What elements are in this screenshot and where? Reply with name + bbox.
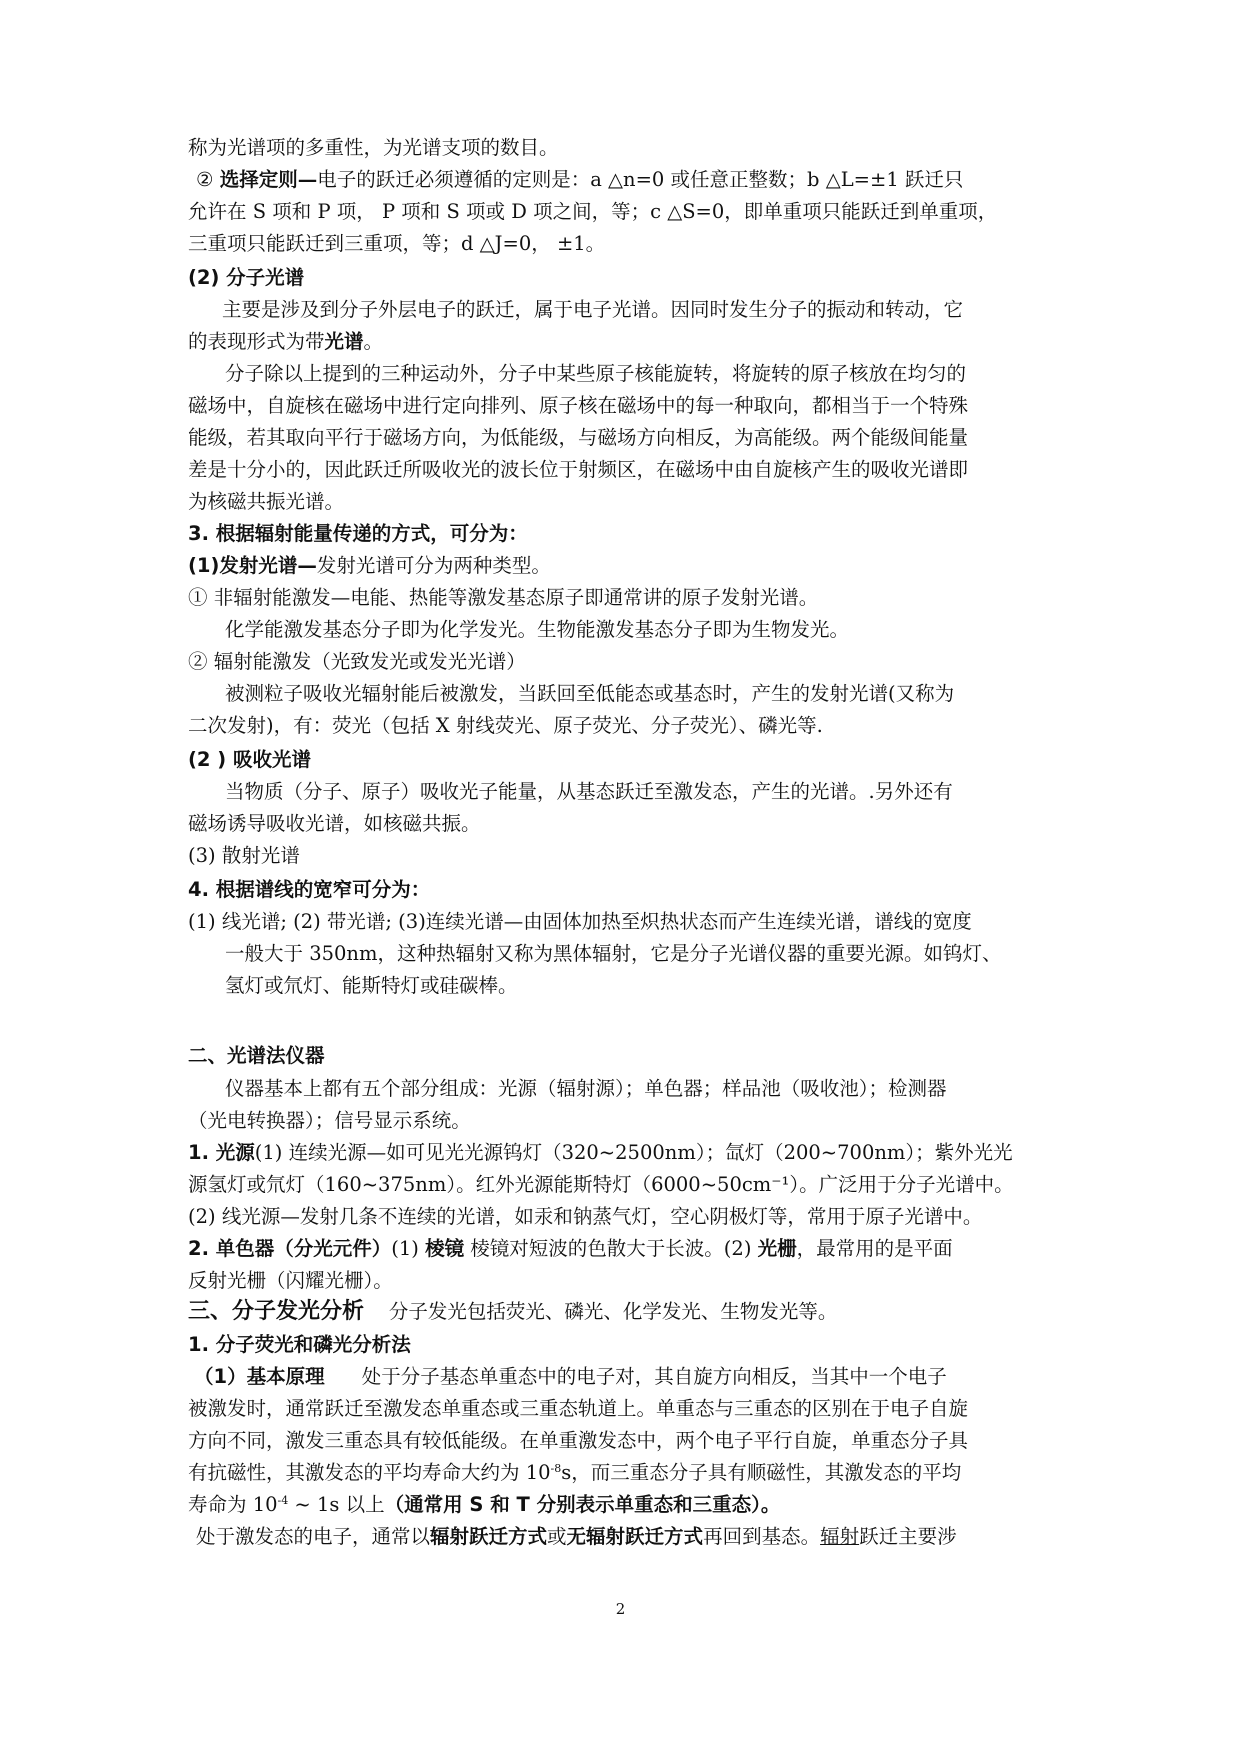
text-line: 仪器基本上都有五个部分组成：光源（辐射源）；单色器；样品池（吸收池）；检测器 bbox=[225, 1077, 947, 1100]
text-line: ② 选择定则—电子的跃迁必须遵循的定则是：a △n=0 或任意正整数；b △L=±1 跃迁只 bbox=[196, 168, 964, 191]
text-line: 二次发射)，有：荧光（包括 X 射线荧光、原子荧光、分子荧光）、磷光等. bbox=[188, 714, 823, 737]
text-line: 氢灯或氘灯、能斯特灯或硅碳棒。 bbox=[225, 974, 518, 997]
text-line: 2. 单色器（分光元件）(1) 棱镜 棱镜对短波的色散大于长波。(2) 光栅，最常用的是平面 bbox=[188, 1237, 953, 1260]
text-line: 的表现形式为带光谱。 bbox=[188, 330, 384, 353]
text-line: 1. 光源(1) 连续光源—如可见光光源钨灯（320~2500nm）；氙灯（200~700nm）；紫外光光 bbox=[188, 1141, 1013, 1164]
text-line: 允许在 S 项和 P 项， P 项和 S 项或 D 项之间，等；c △S=0，即单重项只能跃迁到单重项， bbox=[188, 200, 998, 223]
text-line: 处于激发态的电子，通常以辐射跃迁方式或无辐射跃迁方式再回到基态。辐射跃迁主要涉 bbox=[196, 1525, 957, 1548]
text-line: (1) 线光谱; (2) 带光谱; (3)连续光谱—由固体加热至炽热状态而产生连续光谱，谱线的宽度 bbox=[188, 910, 972, 933]
section-heading: 三、分子发光分析 分子发光包括荧光、磷光、化学发光、生物发光等。 bbox=[188, 1299, 838, 1324]
section-heading: 1. 分子荧光和磷光分析法 bbox=[188, 1333, 411, 1356]
section-heading: (2 ) 吸收光谱 bbox=[188, 748, 311, 771]
text-line: （光电转换器）；信号显示系统。 bbox=[188, 1109, 471, 1132]
text-line: 差是十分小的，因此跃迁所吸收光的波长位于射频区，在磁场中由自旋核产生的吸收光谱即 bbox=[188, 458, 969, 481]
text-line: 三重项只能跃迁到三重项，等；d △J=0， ±1。 bbox=[188, 232, 606, 255]
text-line: 化学能激发基态分子即为化学发光。生物能激发基态分子即为生物发光。 bbox=[225, 618, 850, 641]
text-line: 当物质（分子、原子）吸收光子能量，从基态跃迁至激发态，产生的光谱。.另外还有 bbox=[225, 780, 953, 803]
text-line: 主要是涉及到分子外层电子的跃迁，属于电子光谱。因同时发生分子的振动和转动，它 bbox=[222, 298, 964, 321]
text-line: 能级，若其取向平行于磁场方向，为低能级，与磁场方向相反，为高能级。两个能级间能量 bbox=[188, 426, 969, 449]
text-line: 分子除以上提到的三种运动外，分子中某些原子核能旋转，将旋转的原子核放在均匀的 bbox=[225, 362, 967, 385]
section-heading: 二、光谱法仪器 bbox=[188, 1044, 325, 1067]
text-line: 被测粒子吸收光辐射能后被激发，当跃回至低能态或基态时，产生的发射光谱(又称为 bbox=[225, 682, 955, 705]
text-line: 磁场诱导吸收光谱，如核磁共振。 bbox=[188, 812, 481, 835]
section-heading: 3. 根据辐射能量传递的方式，可分为： bbox=[188, 522, 528, 545]
text-line: （1）基本原理 处于分子基态单重态中的电子对，其自旋方向相反，当其中一个电子 bbox=[194, 1365, 947, 1388]
text-line: (1)发射光谱—发射光谱可分为两种类型。 bbox=[188, 554, 551, 577]
page-number: 2 bbox=[615, 1600, 626, 1618]
section-heading: (2) 分子光谱 bbox=[188, 266, 305, 289]
text-line: 磁场中，自旋核在磁场中进行定向排列、原子核在磁场中的每一种取向，都相当于一个特殊 bbox=[188, 394, 969, 417]
text-line: ② 辐射能激发（光致发光或发光光谱） bbox=[188, 650, 526, 673]
section-heading: 4. 根据谱线的宽窄可分为： bbox=[188, 878, 431, 901]
text-line: 源氢灯或氘灯（160~375nm）。红外光源能斯特灯（6000~50cm⁻¹）。广泛用于分子光谱中。 bbox=[188, 1173, 1014, 1196]
text-line: 为核磁共振光谱。 bbox=[188, 490, 345, 513]
text-line: 寿命为 $10^{-4}$ ~ 1s 以上（通常用 S 和 T 分别表示单重态和三重态）。 bbox=[188, 1493, 781, 1516]
text-line: 称为光谱项的多重性，为光谱支项的数目。 bbox=[188, 136, 559, 159]
text-line: 被激发时，通常跃迁至激发态单重态或三重态轨道上。单重态与三重态的区别在于电子自旋 bbox=[188, 1397, 969, 1420]
text-line: ① 非辐射能激发—电能、热能等激发基态原子即通常讲的原子发射光谱。 bbox=[188, 586, 819, 609]
text-line: (2) 线光源—发射几条不连续的光谱，如汞和钠蒸气灯，空心阴极灯等，常用于原子光谱中。 bbox=[188, 1205, 983, 1228]
text-line: 有抗磁性，其激发态的平均寿命大约为 $10^{-8}s$，而三重态分子具有顺磁性，其激发态的平均 bbox=[188, 1461, 962, 1484]
text-line: 方向不同，激发三重态具有较低能级。在单重激发态中，两个电子平行自旋，单重态分子具 bbox=[188, 1429, 969, 1452]
text-line: 反射光栅（闪耀光栅）。 bbox=[188, 1269, 393, 1292]
text-line: (3) 散射光谱 bbox=[188, 844, 300, 867]
text-line: 一般大于 350nm，这种热辐射又称为黑体辐射，它是分子光谱仪器的重要光源。如钨灯、 bbox=[225, 942, 1002, 965]
